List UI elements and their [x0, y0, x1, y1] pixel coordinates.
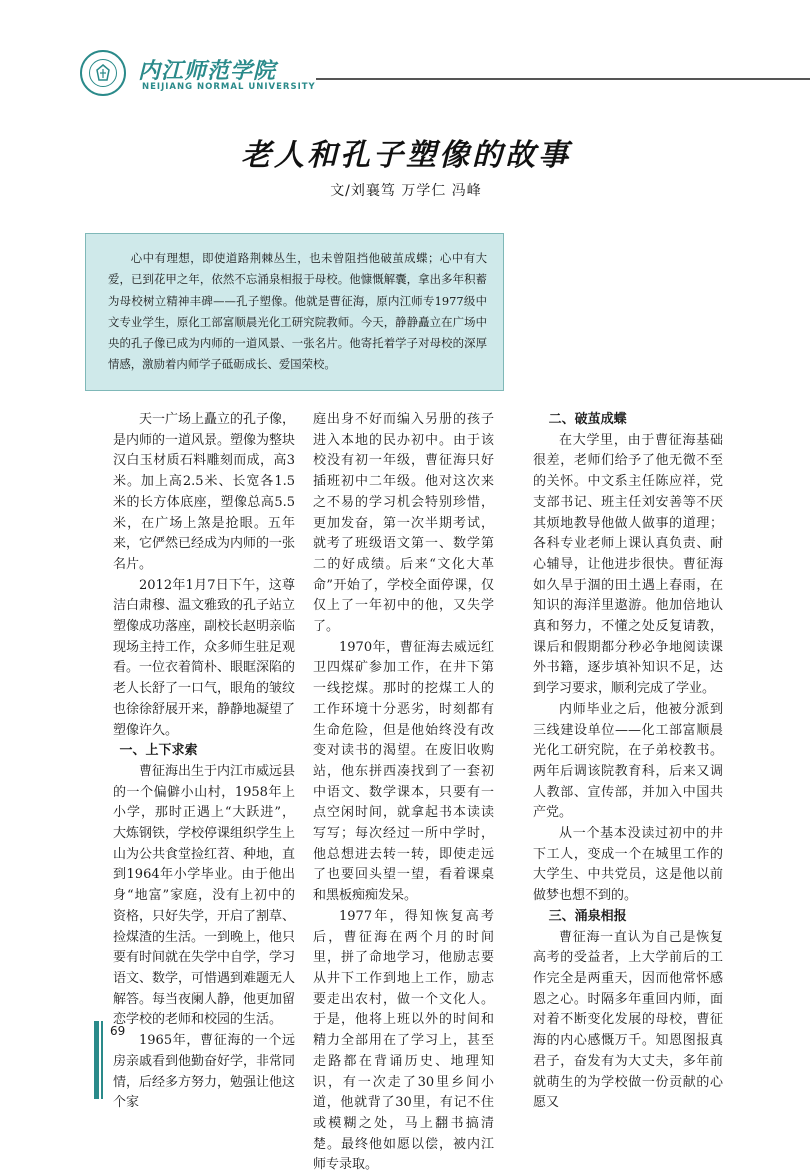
paragraph: 天一广场上矗立的孔子像，是内师的一道风景。塑像为整块汉白玉材质石料雕刻而成，高3米。加上高2.5米、长宽各1.5米的长方体底座，塑像总高5.5米，在广场上煞是抢眼。五年来，它俨然已经成为内师的一张名片。	[113, 412, 296, 572]
text-column-1	[113, 410, 295, 1114]
section-heading: 一、上下求索	[119, 743, 198, 759]
paragraph: 1965年，曹征海的一个远房亲戚看到他勤奋好学，非常同情，后经多方努力，勉强让他这个家	[113, 1033, 296, 1111]
paragraph: 1970年，曹征海去威远红卫四煤矿参加工作，在井下第一线挖煤。那时的挖煤工人的工作环境十分恶劣，时刻都有生命危险，但是他始终没有改变对读书的渴望。在废旧收购站，他东拼西凑找到了一套初中语文、数学课本，只要有一点空闲时间，就拿起书本读读写写；每次经过一所中学时，他总想进去转一转，即使走远了也要回头望一望，看着课桌和黑板痴痴发呆。	[313, 639, 494, 904]
paragraph: 内师毕业之后，他被分派到三线建设单位——化工部富顺晨光化工研究院，在子弟校教书。两年后调该院教育科，后来又调人教部、宣传部，并加入中国共产党。	[533, 701, 723, 821]
text-column-2	[313, 410, 494, 1176]
paragraph: 曹征海一直认为自己是恢复高考的受益者，上大学前后的工作完全是两重天，因而他常怀感恩之心。时隔多年重回内师，面对着不断变化发展的母校，曹征海的内心感慨万千。知恩图报真君子，奋发有为大丈夫，多年前就萌生的为学校做一份贡献的心愿又	[533, 929, 723, 1111]
abstract-text: 心中有理想，即使道路荆棘丛生，也未曾阻挡他破茧成蝶；心中有大爱，已到花甲之年，依然不忘涌泉相报于母校。他慷慨解囊，拿出多年积蓄为母校树立精神丰碑——孔子塑像。他就是曹征海，原内江师专1977级中文专业学生，原化工部富顺晨光化工研究院教师。今天，静静矗立在广场中央的孔子像已成为内师的一道风景、一张名片。他寄托着学子对母校的深厚情感，激励着内师学子砥砺成长、爱国荣校。	[108, 251, 487, 372]
article-title: 老人和孔子塑像的故事	[241, 138, 571, 173]
header-divider	[316, 78, 810, 80]
paragraph: 从一个基本没读过初中的井下工人，变成一个在城里工作的大学生、中共党员，这是他以前做梦也想不到的。	[533, 826, 723, 904]
article-authors: 文/刘襄笃 万学仁 冯峰	[330, 183, 482, 199]
paragraph: 庭出身不好而编入另册的孩子进入本地的民办初中。由于该校没有初一年级，曹征海只好插班初中二年级。他对这次来之不易的学习机会特别珍惜，更加发奋，第一次半期考试，就考了班级语文第一、数学第二的好成绩。后来“文化大革命”开始了，学校全面停课，仅仅上了一年初中的他，又失学了。	[313, 412, 494, 635]
text-column-3	[533, 410, 723, 1114]
university-name-en: NEIJIANG NORMAL UNIVERSITY	[142, 82, 316, 92]
paragraph: 在大学里，由于曹征海基础很差，老师们给予了他无微不至的关怀。中文系主任陈应祥，党支部书记、班主任刘安善等不厌其烦地教导他做人做事的道理；各科专业老师上课认真负责、耐心辅导，让他进步很快。曹征海如久旱于涸的田土遇上春雨，在知识的海洋里遨游。他加倍地认真和努力，不懂之处反复请教，课后和假期都分秒必争地阅读课外书籍，逐步填补知识不足，达到学习要求，顺利完成了学业。	[533, 432, 723, 697]
page-header	[80, 50, 740, 100]
footer-accent-line	[101, 1021, 103, 1099]
section-heading: 二、破茧成蝶	[548, 412, 627, 427]
paragraph: 1977年，得知恢复高考后，曹征海在两个月的时间里，拼了命地学习，他励志要从井下工作到地上工作，励志要走出农村，做一个文化人。于是，他将上班以外的时间和精力全部用在了学习上，甚至走路都在背诵历史、地理知识，有一次走了30里乡间小道，他就背了30里，有记不住或模糊之处，马上翻书搞清楚。最终他如愿以偿，被内江师专录取。	[313, 908, 494, 1173]
paragraph: 2012年1月7日下午，这尊洁白肃穆、温文雅致的孔子站立塑像成功落座，副校长赵明亲临现场主持工作，众多师生驻足观看。一位衣着简朴、眼眶深陷的老人长舒了一口气，眼角的皱纹也徐徐舒展开来，静静地凝望了塑像许久。	[113, 577, 296, 738]
section-heading: 三、涌泉相报	[548, 908, 627, 924]
university-name-cn: 内江师范学院	[138, 59, 277, 84]
abstract-box	[85, 233, 504, 391]
footer-accent-bar	[94, 1021, 99, 1099]
page-number: 69	[110, 1024, 126, 1038]
paragraph: 曹征海出生于内江市威远县的一个偏僻小山村，1958年上小学，那时正遇上“大跃进”，大炼钢铁，学校停课组织学生上山为公共食堂捡红苕、种地，直到1964年小学毕业。由于他出身“地富”家庭，没有上初中的资格，只好失学，开启了割草、捡煤渣的生活。一到晚上，他只要有时间就在失学中自学，学习语文、数学，可惜遇到难题无人解答。每当夜阑人静，他更加留恋学校的老师和校园的生活。	[113, 763, 296, 1028]
university-seal-icon	[80, 50, 126, 96]
